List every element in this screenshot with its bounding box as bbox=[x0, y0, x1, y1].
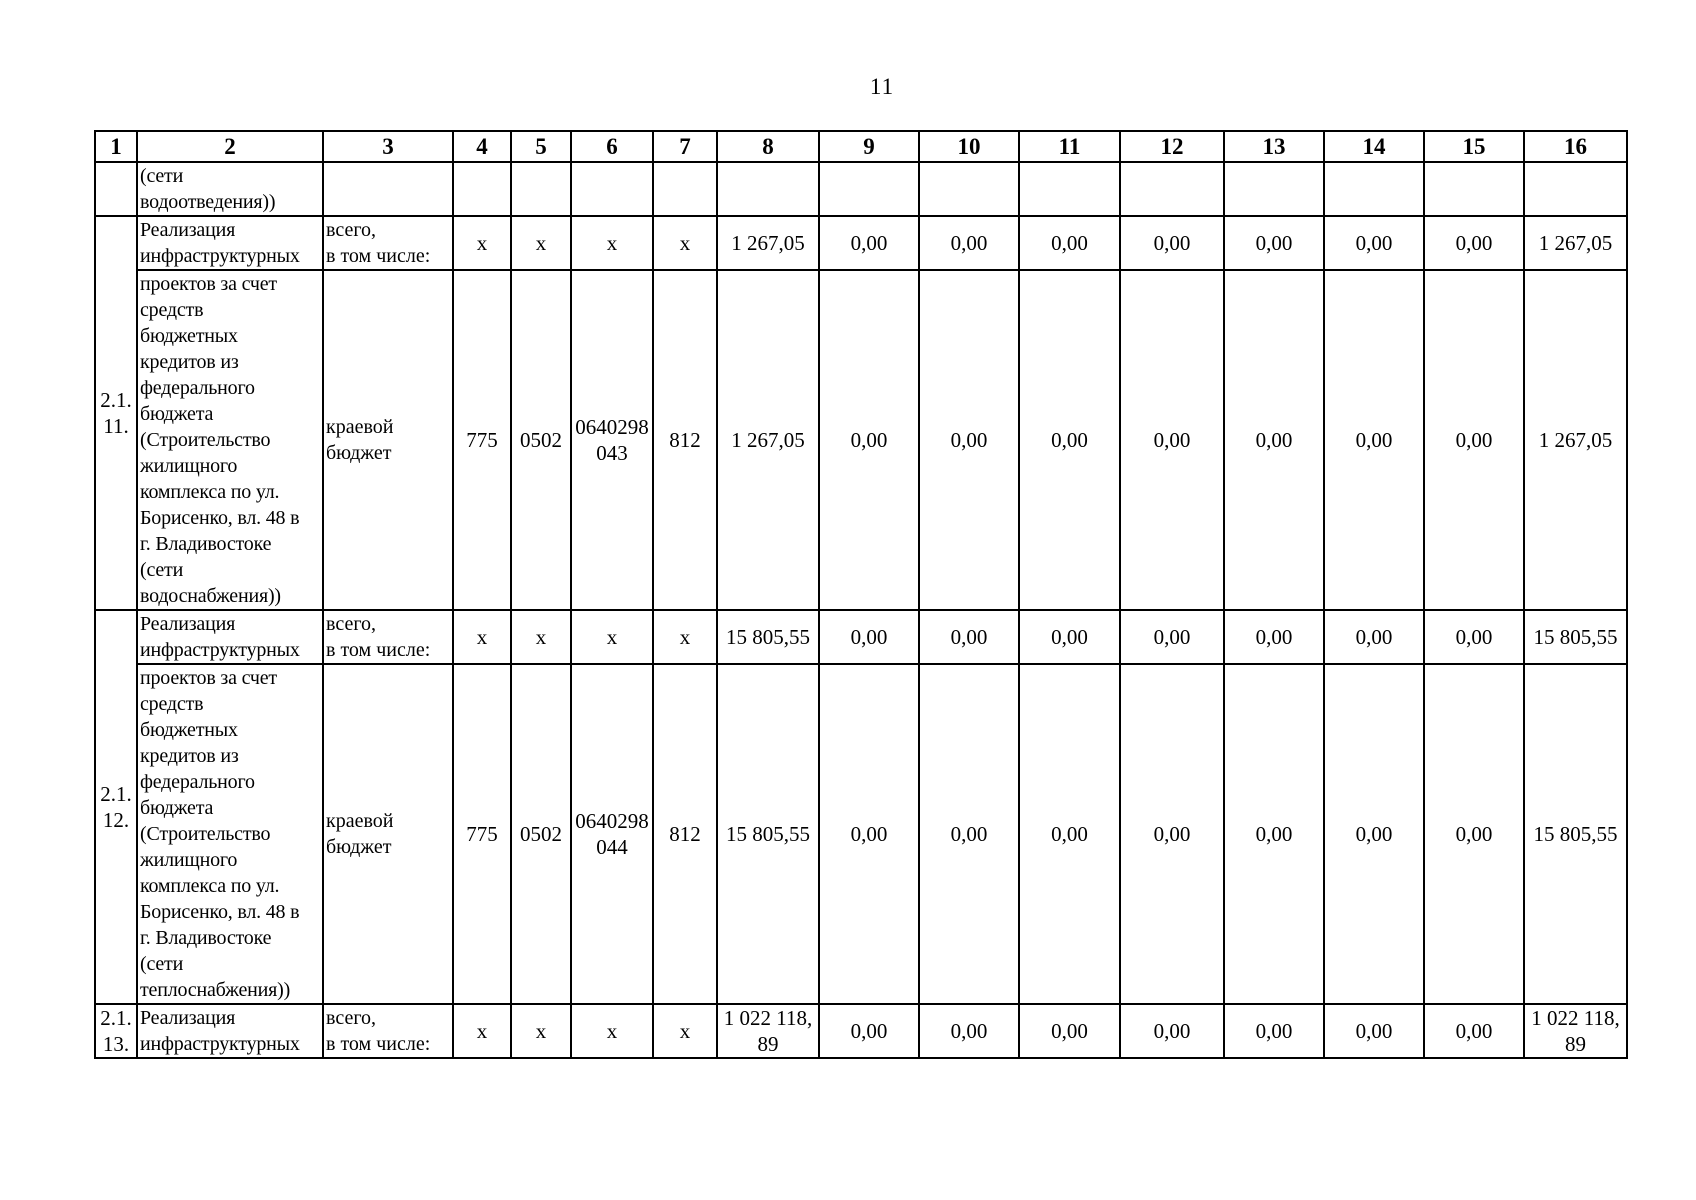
value-cell: 0,00 bbox=[819, 216, 919, 270]
value-cell: 0,00 bbox=[1019, 1004, 1120, 1058]
value-cell: 0,00 bbox=[1224, 664, 1324, 1004]
value-cell: 0,00 bbox=[819, 610, 919, 664]
value-cell: 0,00 bbox=[1424, 664, 1524, 1004]
empty-cell bbox=[571, 162, 653, 216]
value-cell: x bbox=[571, 1004, 653, 1058]
value-cell: 0502 bbox=[511, 270, 571, 610]
value-cell: 15 805,55 bbox=[1524, 664, 1627, 1004]
empty-cell bbox=[453, 162, 511, 216]
name-cell: (сети водоотведения)) bbox=[137, 162, 323, 216]
table-row bbox=[95, 610, 1627, 664]
value-cell: x bbox=[571, 610, 653, 664]
header-cell: 15 bbox=[1424, 131, 1524, 162]
header-cell: 11 bbox=[1019, 131, 1120, 162]
value-cell: 0,00 bbox=[919, 610, 1019, 664]
value-cell: 1 267,05 bbox=[717, 270, 819, 610]
table-row bbox=[95, 664, 1627, 1004]
value-cell: 0,00 bbox=[1120, 216, 1224, 270]
value-cell: 0,00 bbox=[1324, 270, 1424, 610]
source-cell: краевой бюджет bbox=[323, 664, 453, 1004]
value-cell: 0,00 bbox=[1224, 1004, 1324, 1058]
table-row bbox=[95, 1004, 1627, 1058]
header-cell: 8 bbox=[717, 131, 819, 162]
value-cell: 0640298 044 bbox=[571, 664, 653, 1004]
empty-cell bbox=[511, 162, 571, 216]
header-cell: 1 bbox=[95, 131, 137, 162]
name-cell: проектов за счет средств бюджетных кредитов из федерального бюджета (Строительство жилищного комплекса по ул. Борисенко, вл. 48 в г. Владивостоке (сети теплоснабжения)) bbox=[137, 664, 323, 1004]
header-cell: 2 bbox=[137, 131, 323, 162]
value-cell: x bbox=[453, 1004, 511, 1058]
empty-cell bbox=[653, 162, 717, 216]
header-cell: 12 bbox=[1120, 131, 1224, 162]
header-row bbox=[95, 131, 1627, 162]
value-cell: 775 bbox=[453, 664, 511, 1004]
value-cell: x bbox=[511, 610, 571, 664]
page-number: 11 bbox=[869, 74, 895, 99]
value-cell: 0,00 bbox=[1120, 610, 1224, 664]
empty-cell bbox=[717, 162, 819, 216]
value-cell: 0,00 bbox=[1424, 610, 1524, 664]
value-cell: 812 bbox=[653, 664, 717, 1004]
empty-cell bbox=[1224, 162, 1324, 216]
source-cell: всего, в том числе: bbox=[323, 216, 453, 270]
value-cell: 1 267,05 bbox=[717, 216, 819, 270]
value-cell: 0,00 bbox=[819, 1004, 919, 1058]
value-cell: 0,00 bbox=[919, 270, 1019, 610]
value-cell: 0,00 bbox=[1324, 1004, 1424, 1058]
empty-cell bbox=[1019, 162, 1120, 216]
value-cell: 0,00 bbox=[1120, 270, 1224, 610]
empty-cell bbox=[819, 162, 919, 216]
source-cell: всего, в том числе: bbox=[323, 1004, 453, 1058]
value-cell: 15 805,55 bbox=[1524, 610, 1627, 664]
empty-cell bbox=[1524, 162, 1627, 216]
value-cell: 15 805,55 bbox=[717, 610, 819, 664]
name-cell: проектов за счет средств бюджетных кредитов из федерального бюджета (Строительство жилищного комплекса по ул. Борисенко, вл. 48 в г. Владивостоке (сети водоснабжения)) bbox=[137, 270, 323, 610]
budget-table bbox=[94, 130, 1628, 1059]
value-cell: 0,00 bbox=[1019, 664, 1120, 1004]
num-cell: 2.1. 11. bbox=[95, 216, 137, 610]
name-cell: Реализация инфраструктурных bbox=[137, 610, 323, 664]
value-cell: 0,00 bbox=[1424, 216, 1524, 270]
value-cell: 0,00 bbox=[1019, 270, 1120, 610]
value-cell: 0,00 bbox=[919, 664, 1019, 1004]
source-cell bbox=[323, 162, 453, 216]
num-cell bbox=[95, 162, 137, 216]
header-cell: 14 bbox=[1324, 131, 1424, 162]
header-cell: 9 bbox=[819, 131, 919, 162]
value-cell: 0,00 bbox=[1324, 216, 1424, 270]
empty-cell bbox=[1324, 162, 1424, 216]
header-cell: 13 bbox=[1224, 131, 1324, 162]
value-cell: x bbox=[453, 216, 511, 270]
value-cell: 0,00 bbox=[919, 1004, 1019, 1058]
value-cell: x bbox=[511, 1004, 571, 1058]
value-cell: 15 805,55 bbox=[717, 664, 819, 1004]
value-cell: 0,00 bbox=[1120, 1004, 1224, 1058]
value-cell: x bbox=[653, 1004, 717, 1058]
header-cell: 3 bbox=[323, 131, 453, 162]
value-cell: 0,00 bbox=[1120, 664, 1224, 1004]
header-cell: 16 bbox=[1524, 131, 1627, 162]
empty-cell bbox=[1120, 162, 1224, 216]
value-cell: 1 022 118, 89 bbox=[1524, 1004, 1627, 1058]
empty-cell bbox=[1424, 162, 1524, 216]
value-cell: x bbox=[453, 610, 511, 664]
value-cell: 1 267,05 bbox=[1524, 270, 1627, 610]
header-cell: 5 bbox=[511, 131, 571, 162]
value-cell: 1 022 118, 89 bbox=[717, 1004, 819, 1058]
value-cell: 0,00 bbox=[1424, 1004, 1524, 1058]
value-cell: 0,00 bbox=[1019, 610, 1120, 664]
value-cell: x bbox=[511, 216, 571, 270]
value-cell: x bbox=[653, 216, 717, 270]
value-cell: 0,00 bbox=[819, 270, 919, 610]
header-cell: 4 bbox=[453, 131, 511, 162]
value-cell: 0502 bbox=[511, 664, 571, 1004]
header-cell: 6 bbox=[571, 131, 653, 162]
value-cell: 0,00 bbox=[819, 664, 919, 1004]
value-cell: 0,00 bbox=[919, 216, 1019, 270]
empty-cell bbox=[919, 162, 1019, 216]
table-row bbox=[95, 216, 1627, 270]
num-cell: 2.1. 12. bbox=[95, 610, 137, 1004]
value-cell: 0,00 bbox=[1224, 216, 1324, 270]
num-cell: 2.1. 13. bbox=[95, 1004, 137, 1058]
value-cell: 812 bbox=[653, 270, 717, 610]
value-cell: 0,00 bbox=[1424, 270, 1524, 610]
value-cell: 775 bbox=[453, 270, 511, 610]
value-cell: 0,00 bbox=[1019, 216, 1120, 270]
table-row bbox=[95, 270, 1627, 610]
value-cell: x bbox=[653, 610, 717, 664]
header-cell: 7 bbox=[653, 131, 717, 162]
source-cell: всего, в том числе: bbox=[323, 610, 453, 664]
value-cell: 0,00 bbox=[1324, 610, 1424, 664]
value-cell: 0,00 bbox=[1324, 664, 1424, 1004]
value-cell: 0,00 bbox=[1224, 270, 1324, 610]
table-row bbox=[95, 162, 1627, 216]
name-cell: Реализация инфраструктурных bbox=[137, 1004, 323, 1058]
name-cell: Реализация инфраструктурных bbox=[137, 216, 323, 270]
source-cell: краевой бюджет bbox=[323, 270, 453, 610]
value-cell: 0640298 043 bbox=[571, 270, 653, 610]
value-cell: 0,00 bbox=[1224, 610, 1324, 664]
value-cell: 1 267,05 bbox=[1524, 216, 1627, 270]
header-cell: 10 bbox=[919, 131, 1019, 162]
value-cell: x bbox=[571, 216, 653, 270]
